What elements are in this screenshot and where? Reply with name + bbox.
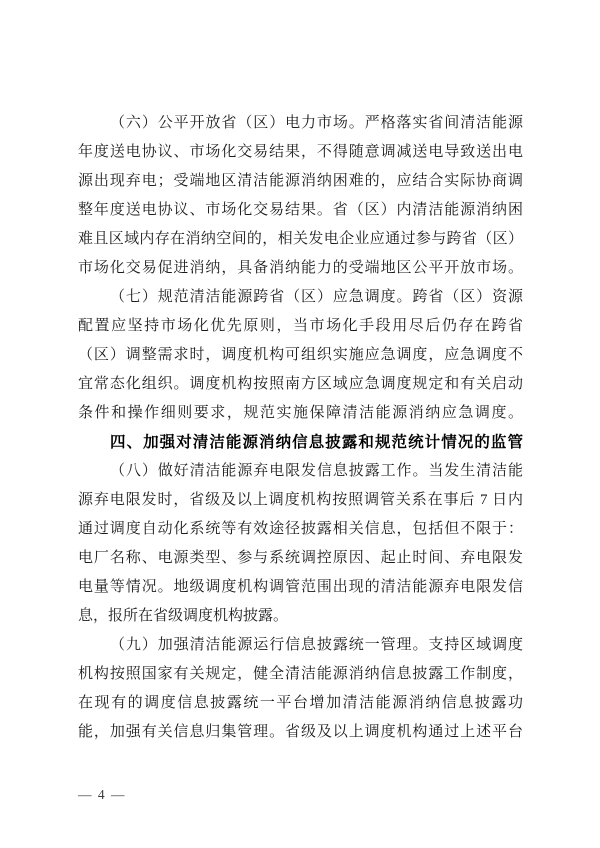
text-line: 能，加强有关信息归集管理。省级及以上调度机构通过上述平台 [78,724,523,740]
text-line: 年度送电协议、市场化交易结果，不得随意调减送电导致送出电 [78,144,523,160]
text-line: 通过调度自动化系统等有效途径披露相关信息，包括但不限于： [78,521,523,537]
page-number: — 4 — [78,787,126,802]
text-line: 息，报所在省级调度机构披露。 [78,608,289,624]
text-line: （八）做好清洁能源弃电限发信息披露工作。当发生清洁能 [110,463,523,479]
text-line: 在现有的调度信息披露统一平台增加清洁能源消纳信息披露功 [78,695,523,711]
text-line: （六）公平开放省（区）电力市场。严格落实省间清洁能源 [110,115,523,131]
text-line: 源出现弃电；受端地区清洁能源消纳困难的，应结合实际协商调 [78,173,523,189]
text-line: 条件和操作细则要求，规范实施保障清洁能源消纳应急调度。 [78,405,523,421]
text-line: 宜常态化组织。调度机构按照南方区域应急调度规定和有关启动 [78,376,523,392]
text-line: 市场化交易促进消纳，具备消纳能力的受端地区公平开放市场。 [78,260,523,276]
text-line: 整年度送电协议、市场化交易结果。省（区）内清洁能源消纳困 [78,202,523,218]
text-line: （九）加强清洁能源运行信息披露统一管理。支持区域调度 [110,637,523,653]
text-line: （区）调整需求时，调度机构可组织实施应急调度，应急调度不 [78,347,523,363]
section-heading: 四、加强对清洁能源消纳信息披露和规范统计情况的监管 [110,434,523,451]
document-text [78,109,523,747]
text-line: 电厂名称、电源类型、参与系统调控原因、起止时间、弃电限发 [78,550,523,566]
text-line: 配置应坚持市场化优先原则，当市场化手段用尽后仍存在跨省 [78,318,523,334]
text-line: 电量等情况。地级调度机构调管范围出现的清洁能源弃电限发信 [78,579,523,595]
text-line: 机构按照国家有关规定，健全清洁能源消纳信息披露工作制度， [78,666,523,682]
text-line: 难且区域内存在消纳空间的，相关发电企业应通过参与跨省（区） [78,231,523,247]
text-line: 源弃电限发时，省级及以上调度机构按照调管关系在事后 7 日内 [78,492,523,508]
text-line: （七）规范清洁能源跨省（区）应急调度。跨省（区）资源 [110,289,523,305]
